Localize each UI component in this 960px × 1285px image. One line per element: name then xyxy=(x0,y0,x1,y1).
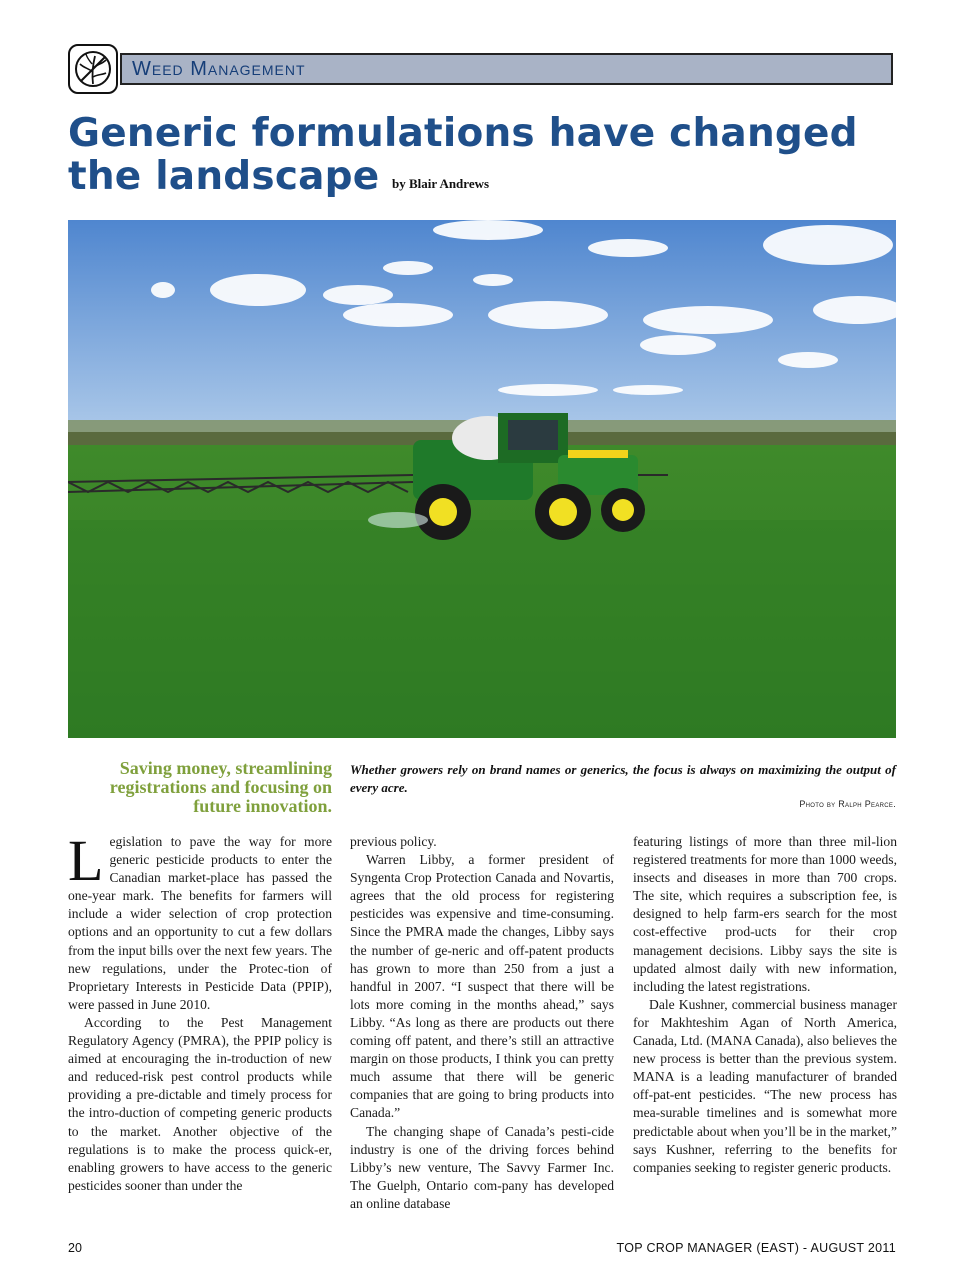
section-band xyxy=(120,53,893,85)
pull-quote: Saving money, streamlining registrations and focusing on future innovation. xyxy=(109,758,332,816)
section-header xyxy=(68,44,894,94)
paragraph: Dale Kushner, commercial business manager for Makhteshim Agan of North America, Canada, Ltd. (MANA Canada), also believes the new process is better than the previous system. MANA is a leading manufacturer of branded off-pat-ent pesticides. “The new process has mea-surable timelines and is somewhat more predictable about when you’ll be in the market,” says Kushner, referring to the benefits for companies seeking to register generic products. xyxy=(633,996,897,1175)
paragraph-text: egislation to pave the way for more generic pesticide products to enter the Canadian market-place has passed the one-year mark. The benefits for farmers will include a wider selection of crop protection options and an opportunity to cut a few dollars from the input bills over the next few years. The new regulations, under the Protec-tion of Proprietary Interests in Pesticide Data (PPIP), were passed in June 2010. xyxy=(68,834,332,1012)
body-column-1 xyxy=(68,828,332,1195)
body-column-3 xyxy=(633,833,897,1177)
paragraph: featuring listings of more than three mil-lion registered treatments for more than 1000 weeds, insects and diseases in more than 700 crops. The site, which requires a subscription fee, is designed to help farm-ers search for the most cost-effective prod-ucts for their crop management decisions. Libby says the site is updated almost daily with new information, including the latest registrations. xyxy=(633,834,897,994)
drop-cap: L xyxy=(68,828,104,893)
paragraph: According to the Pest Management Regulatory Agency (PMRA), the PPIP policy is aimed at encouraging the in-troduction of new and reduced-risk pest control products while providing a pre-dictable and timely process for the intro-duction of competing generic products to the market. Another objective of the regulations is to make the process quick-er, enabling growers to have access to the generic pesticides sooner than under the xyxy=(68,1014,332,1193)
publication-footer: TOP CROP MANAGER (EAST) - AUGUST 2011 xyxy=(616,1241,896,1255)
section-label: Weed Management xyxy=(132,58,306,80)
photo-credit: Photo by Ralph Pearce. xyxy=(799,799,896,809)
photo-caption: Whether growers rely on brand names or generics, the focus is always on maximizing the output of every acre. xyxy=(350,762,896,795)
article-title: Generic formulations have changed the landscape xyxy=(68,111,858,199)
paragraph: The changing shape of Canada’s pesti-cide industry is one of the driving forces behind Libby’s new venture, The Savvy Farmer Inc. The Guelph, Ontario com-pany has developed an online database xyxy=(350,1123,614,1211)
paragraph: previous policy. xyxy=(350,834,437,849)
paragraph xyxy=(68,828,332,1014)
photo-sprayer-in-field xyxy=(68,220,896,738)
page-number: 20 xyxy=(68,1241,82,1255)
paragraph: Warren Libby, a former president of Syngenta Crop Protection Canada and Novartis, agrees that the old process for registering pesticides was expensive and time-consuming. Since the PMRA made the changes, Libby says the number of ge-neric and off-patent products has grown to more than 250 from a just a handful in 2007. “I suspect that there will be lots more coming in the months ahead,” says Libby. “As long as there are products out there coming off patent, and there’s still an attractive margin on those products, I think you can pretty much assume that there will be generic companies that are going to bring products into Canada.” xyxy=(350,852,614,1121)
wheat-plant-icon xyxy=(68,44,118,94)
byline: by Blair Andrews xyxy=(392,176,490,191)
body-column-2 xyxy=(350,833,614,1213)
